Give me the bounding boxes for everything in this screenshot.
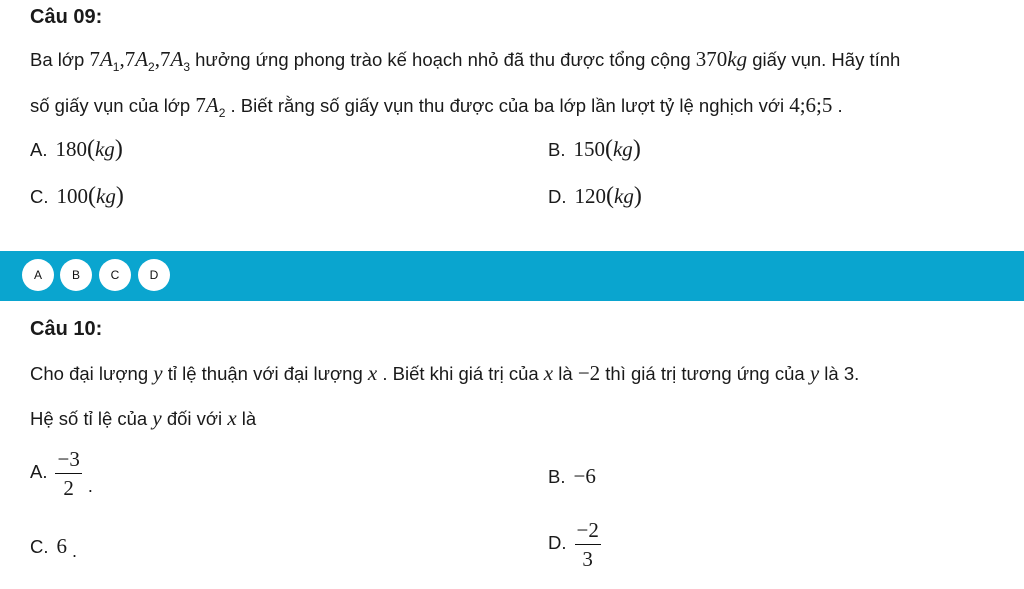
option-unit: kg xyxy=(96,184,116,208)
question-10-title: Câu 10: xyxy=(30,318,103,340)
q10-option-d xyxy=(548,519,601,570)
class-7a3-var: A xyxy=(170,47,184,71)
q9-text: số giấy vụn của lớp xyxy=(30,95,196,116)
q9-text: . Biết rằng số giấy vụn thu được của ba lớp lần lượt tỷ lệ nghịch với xyxy=(230,95,790,116)
var-y: y xyxy=(809,361,820,385)
question-9-title: Câu 09: xyxy=(30,6,103,28)
q10-text: Cho đại lượng xyxy=(30,363,154,384)
question-9-line-2 xyxy=(30,93,843,120)
class-var: A xyxy=(205,93,219,117)
option-label: A. xyxy=(30,139,48,160)
period: . xyxy=(87,476,93,497)
answer-choice-b[interactable]: B xyxy=(60,259,92,291)
q10-text: . Biết khi giá trị của xyxy=(382,363,544,384)
option-label: B. xyxy=(548,466,566,487)
total-amount-number: 370 xyxy=(695,47,728,71)
class-7a1-var: A xyxy=(99,47,113,71)
q9-option-a: A. 180(kg) xyxy=(30,136,123,162)
q9-option-b: B. 150(kg) xyxy=(548,136,641,162)
class-7a3-number: 7 xyxy=(159,47,171,71)
q10-text: là xyxy=(558,363,578,384)
q10-text: Hệ số tỉ lệ của xyxy=(30,408,153,429)
option-unit: kg xyxy=(94,137,115,161)
class-7a2-sub: 2 xyxy=(148,60,155,74)
option-value: 150 xyxy=(573,137,605,161)
q10-text: là xyxy=(241,408,257,429)
answer-choice-a[interactable]: A xyxy=(22,259,54,291)
option-label: B. xyxy=(548,139,566,160)
q10-text: thì giá trị tương ứng của xyxy=(605,363,810,384)
answer-choice-d[interactable]: D xyxy=(138,259,170,291)
option-unit: kg xyxy=(612,137,633,161)
q9-text: giấy vụn. Hãy tính xyxy=(752,49,901,70)
class-7a1-number: 7 xyxy=(89,47,100,71)
comma: , xyxy=(154,47,160,71)
q10-text: là 3. xyxy=(824,363,860,384)
value-minus-2: −2 xyxy=(577,361,601,385)
q9-option-d: D. 120(kg) xyxy=(548,183,642,209)
q10-text: đối với xyxy=(166,408,228,429)
question-10-line-1 xyxy=(30,361,859,386)
class-7a3-sub: 3 xyxy=(183,60,190,74)
q10-option-a xyxy=(30,448,93,499)
fraction-denominator: 3 xyxy=(582,547,593,571)
var-x: x xyxy=(367,361,378,385)
option-value: −6 xyxy=(573,464,596,488)
fraction xyxy=(575,519,601,570)
var-x: x xyxy=(543,361,554,385)
q10-option-b xyxy=(548,464,596,489)
class-7a2-var: A xyxy=(135,47,149,71)
option-value: 120 xyxy=(574,184,606,208)
class-sub: 2 xyxy=(218,106,226,120)
option-label: D. xyxy=(548,186,567,207)
fraction-numerator: −3 xyxy=(55,448,81,474)
period: . xyxy=(72,541,78,561)
var-x: x xyxy=(227,406,237,430)
comma: , xyxy=(119,47,125,71)
fraction-numerator: −2 xyxy=(575,519,601,545)
option-label: D. xyxy=(548,532,567,554)
option-label: A. xyxy=(30,461,48,483)
total-amount-unit: kg xyxy=(727,47,748,71)
var-y: y xyxy=(152,406,162,430)
q10-option-c xyxy=(30,534,77,559)
option-label: C. xyxy=(30,536,49,557)
q9-text: hưởng ứng phong trào kế hoạch nhỏ đã thu được tổng cộng xyxy=(195,49,696,70)
class-7a2-number: 7 xyxy=(124,47,136,71)
ratio: 4;6;5 xyxy=(789,93,833,117)
option-unit: kg xyxy=(614,184,634,208)
fraction xyxy=(55,448,81,499)
question-9-line-1 xyxy=(30,47,900,74)
class-number: 7 xyxy=(195,93,206,117)
option-label: C. xyxy=(30,186,49,207)
option-value: 180 xyxy=(55,137,87,161)
class-7a1-sub: 1 xyxy=(112,60,120,74)
q9-text: . xyxy=(837,95,843,116)
q9-option-c: C. 100(kg) xyxy=(30,183,124,209)
option-value: 6 xyxy=(56,534,67,558)
q9-text: Ba lớp xyxy=(30,49,90,70)
answer-choice-c[interactable]: C xyxy=(99,259,131,291)
question-10-line-2 xyxy=(30,406,256,431)
option-value: 100 xyxy=(56,184,88,208)
var-y: y xyxy=(153,361,163,385)
fraction-denominator: 2 xyxy=(63,476,74,500)
q10-text: tỉ lệ thuận với đại lượng xyxy=(167,363,368,384)
